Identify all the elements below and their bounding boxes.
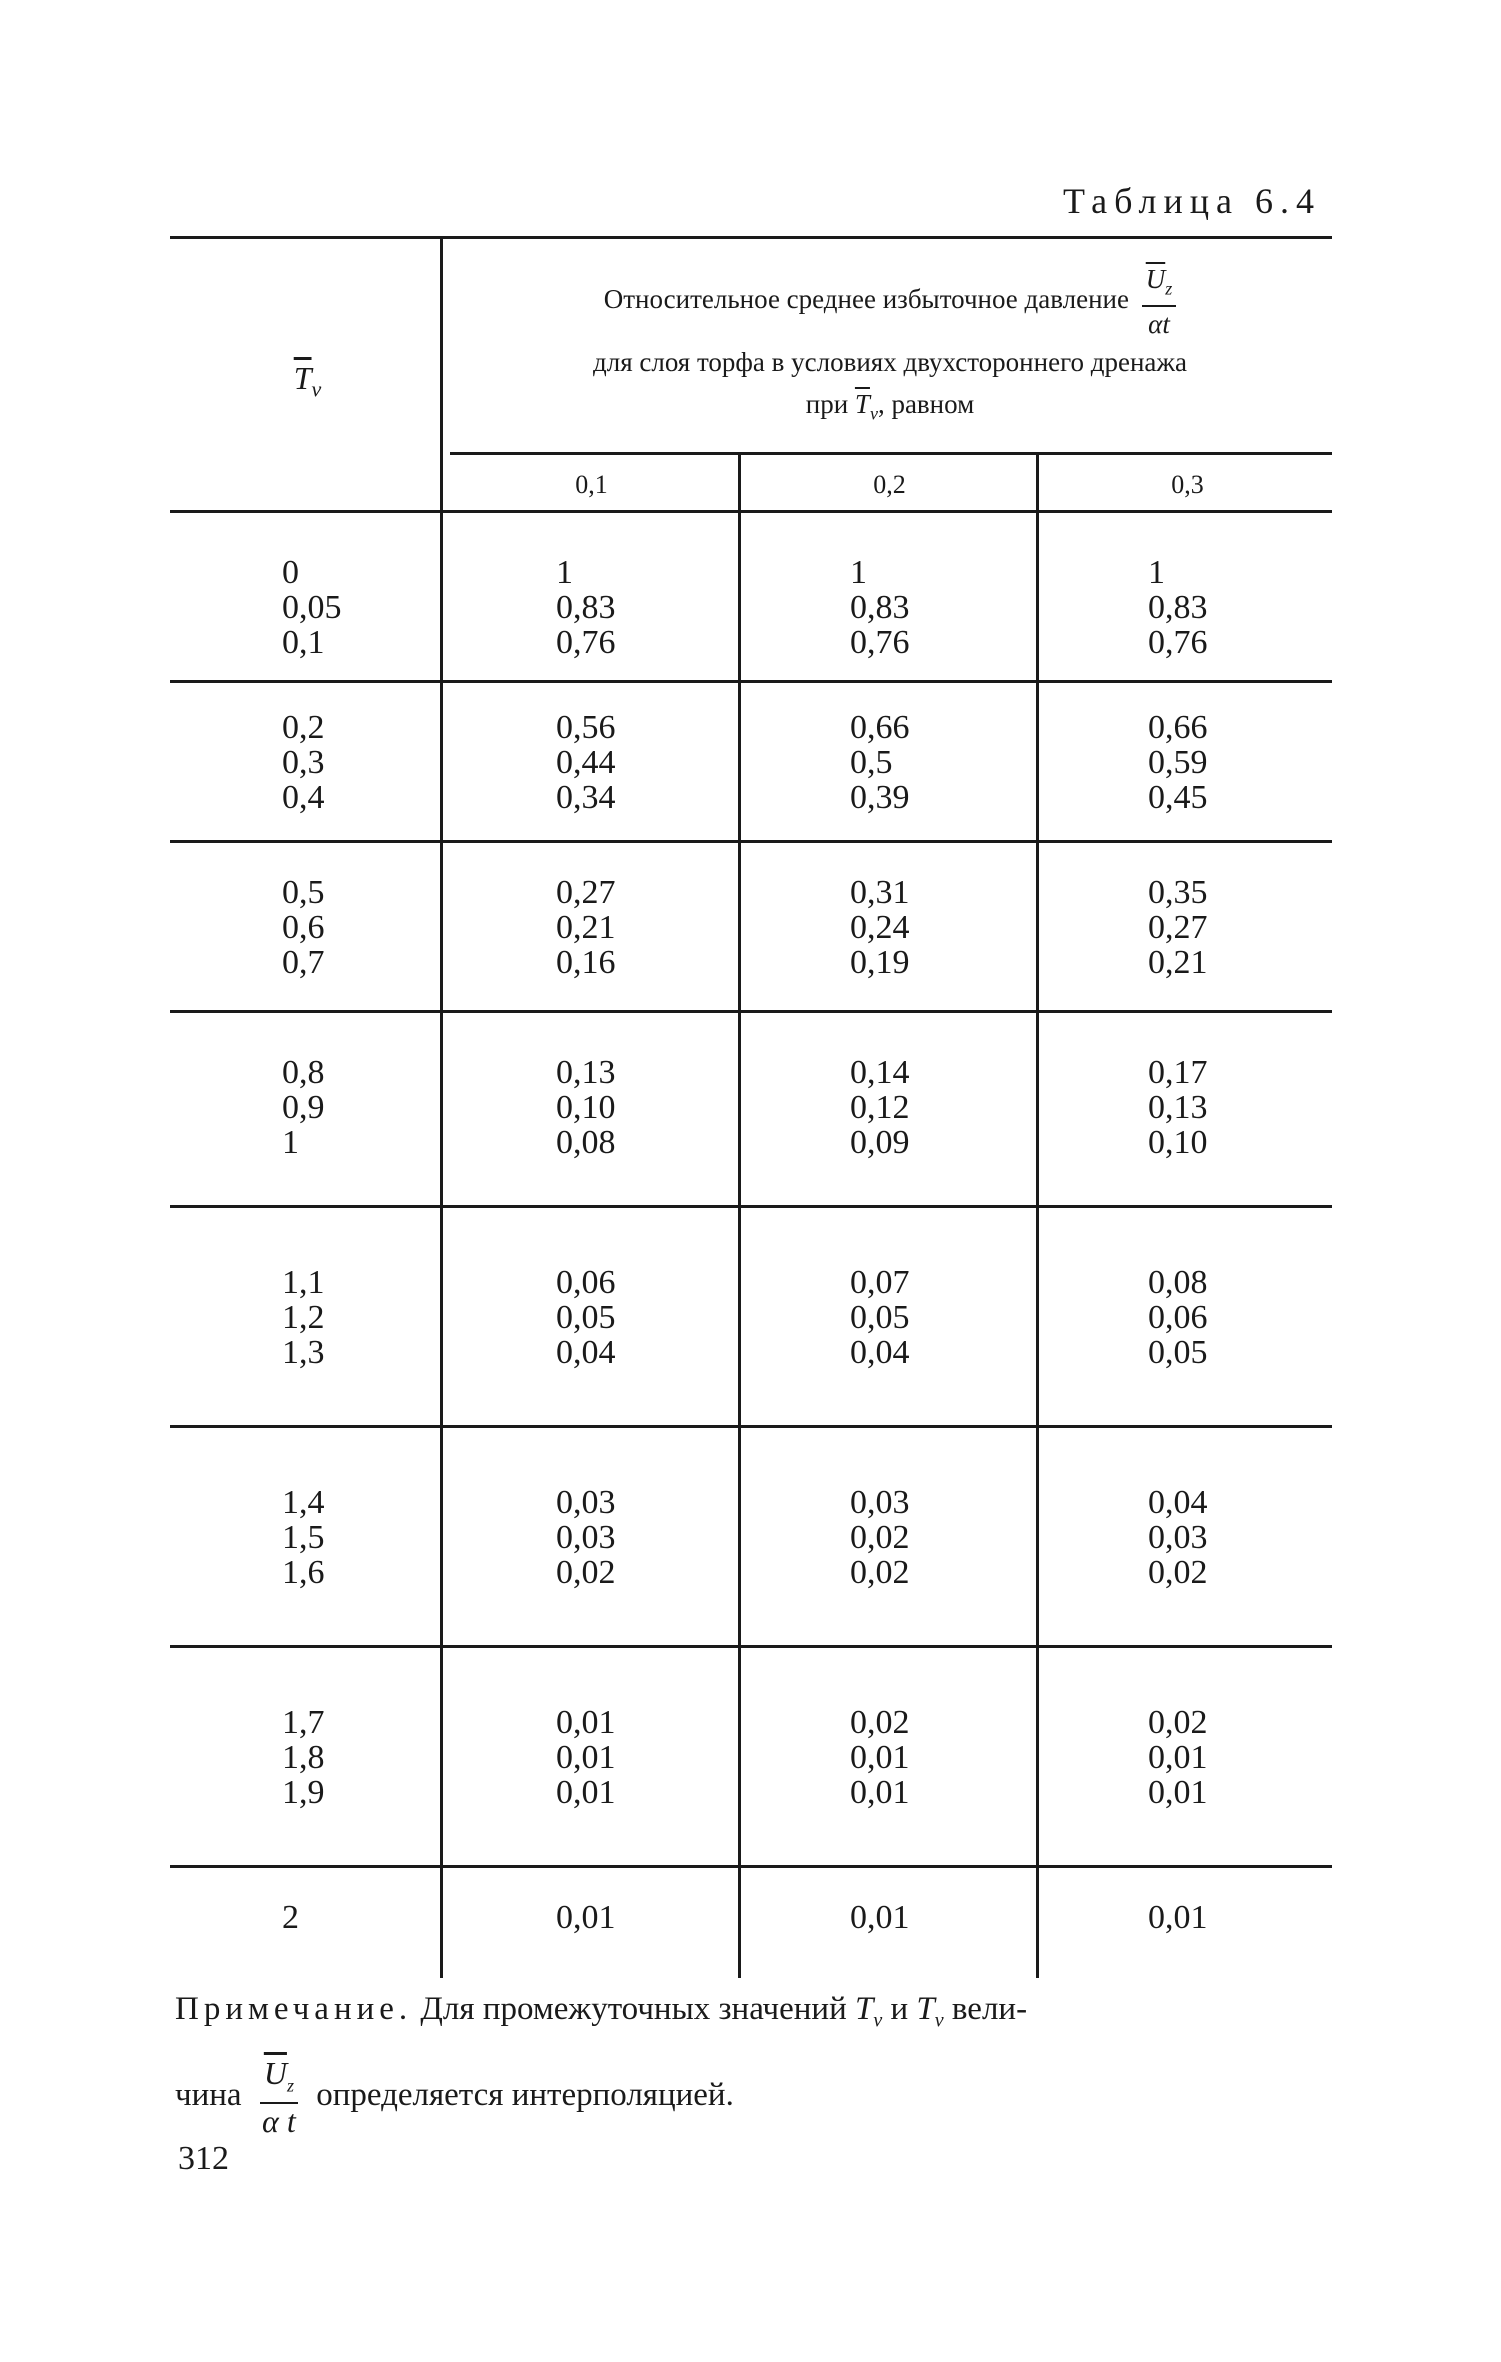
pressure-value-cell — [556, 1900, 616, 1935]
tv-value-cell — [282, 710, 325, 815]
tv-value-cell — [282, 1485, 325, 1590]
table-value: 0,3 — [282, 744, 325, 781]
main-header-line1: Относительное среднее избыточное давление — [603, 283, 1129, 314]
table-value: 0,13 — [1148, 1089, 1208, 1126]
table-value: 0,01 — [850, 1899, 910, 1936]
pressure-value-cell — [850, 1705, 910, 1810]
table-value: 0,14 — [850, 1054, 910, 1091]
group-rule-3 — [170, 1010, 1332, 1013]
row-header-tv — [175, 360, 440, 402]
group-rule-2 — [170, 840, 1332, 843]
table-value: 0,01 — [556, 1774, 616, 1811]
table-value: 0,5 — [282, 874, 325, 911]
table-value: 0,01 — [1148, 1774, 1208, 1811]
main-header-symbol: $\overline{T}$ — [854, 389, 870, 420]
table-value: 0,01 — [1148, 1899, 1208, 1936]
table-value: 0,03 — [556, 1519, 616, 1556]
table-value: 0,34 — [556, 779, 616, 816]
pressure-fraction — [1142, 262, 1177, 341]
column-rule-1 — [440, 238, 443, 1978]
tv-value-cell — [282, 875, 325, 980]
group-rule-6 — [170, 1645, 1332, 1648]
table-value: 0,01 — [556, 1704, 616, 1741]
table-value: 0,02 — [556, 1554, 616, 1591]
table-value: 0,03 — [556, 1484, 616, 1521]
pressure-value-cell — [850, 1265, 910, 1370]
table-value: 0,06 — [556, 1264, 616, 1301]
header-divider-rule — [450, 452, 1332, 455]
table-value: 0,76 — [1148, 624, 1208, 661]
table-value: 0,10 — [556, 1089, 616, 1126]
table-value: 0,02 — [1148, 1554, 1208, 1591]
table-value: 0,83 — [1148, 589, 1208, 626]
table-value: 0,02 — [850, 1704, 910, 1741]
pressure-value-cell — [556, 1705, 616, 1810]
table-value: 1 — [282, 1124, 299, 1161]
table-value: 0,44 — [556, 744, 616, 781]
table-value: 0,76 — [556, 624, 616, 661]
table-value: 0,02 — [1148, 1704, 1208, 1741]
table-value: 1 — [556, 554, 573, 591]
table-value: 0,83 — [556, 589, 616, 626]
pressure-value-cell — [556, 710, 616, 815]
table-value: 0,39 — [850, 779, 910, 816]
table-value: 0,16 — [556, 944, 616, 981]
table-value: 0,13 — [556, 1054, 616, 1091]
table-value: 0,5 — [850, 744, 893, 781]
table-value: 1,7 — [282, 1704, 325, 1741]
row-header-subscript: v — [311, 376, 322, 402]
main-header-line3: при $\overline{T}_v$, равном — [805, 389, 975, 424]
table-value: 1,4 — [282, 1484, 325, 1521]
table-value: 1,5 — [282, 1519, 325, 1556]
table-value: 0,05 — [1148, 1334, 1208, 1371]
table-value: 0,7 — [282, 944, 325, 981]
table-value: 0,31 — [850, 874, 910, 911]
table-value: 0,9 — [282, 1089, 325, 1126]
header-bottom-rule — [170, 510, 1332, 513]
table-value: 0 — [282, 554, 299, 591]
fraction-denominator: αt — [1148, 309, 1170, 340]
group-rule-4 — [170, 1205, 1332, 1208]
table-value: 0,05 — [556, 1299, 616, 1336]
note-label: Примечание. — [175, 1991, 413, 2027]
fraction-numerator: $\overline{U}$ — [1145, 264, 1166, 294]
table-value: 0,09 — [850, 1124, 910, 1161]
pressure-value-cell — [1148, 710, 1208, 815]
table-value: 0,8 — [282, 1054, 325, 1091]
pressure-value-cell — [850, 1055, 910, 1160]
tv-value-cell — [282, 1265, 325, 1370]
table-value: 0,07 — [850, 1264, 910, 1301]
note-fraction: $\frac{\overline{U}_z}{\text{α t}}$ — [260, 2056, 298, 2138]
row-header-symbol: $\overline{T}$ — [293, 360, 312, 396]
table-value: 0,76 — [850, 624, 910, 661]
pressure-value-cell — [850, 875, 910, 980]
pressure-value-cell — [1148, 555, 1208, 660]
group-rule-7 — [170, 1865, 1332, 1868]
pressure-value-cell — [850, 1485, 910, 1590]
table-value: 0,66 — [1148, 709, 1208, 746]
pressure-value-cell — [1148, 1265, 1208, 1370]
pressure-value-cell — [1148, 1485, 1208, 1590]
column-rule-2 — [738, 455, 741, 1978]
table-value: 1,6 — [282, 1554, 325, 1591]
column-header-3: 0,3 — [1171, 470, 1204, 499]
table-value: 1,2 — [282, 1299, 325, 1336]
table-value: 0,66 — [850, 709, 910, 746]
table-value: 0,56 — [556, 709, 616, 746]
pressure-value-cell — [850, 710, 910, 815]
table-value: 0,17 — [1148, 1054, 1208, 1091]
pressure-value-cell — [556, 1265, 616, 1370]
table-value: 0,01 — [556, 1739, 616, 1776]
table-value: 0,6 — [282, 909, 325, 946]
table-value: 0,08 — [556, 1124, 616, 1161]
page-number: 312 — [178, 2140, 229, 2177]
table-value: 0,4 — [282, 779, 325, 816]
table-value: 0,59 — [1148, 744, 1208, 781]
table-value: 0,08 — [1148, 1264, 1208, 1301]
table-value: 1,3 — [282, 1334, 325, 1371]
pressure-value-cell — [1148, 1705, 1208, 1810]
table-value: 0,03 — [850, 1484, 910, 1521]
table-value: 0,04 — [1148, 1484, 1208, 1521]
pressure-value-cell — [556, 875, 616, 980]
table-value: 0,45 — [1148, 779, 1208, 816]
table-value: 0,03 — [1148, 1519, 1208, 1556]
table-value: 0,10 — [1148, 1124, 1208, 1161]
table-value: 0,1 — [282, 624, 325, 661]
pressure-value-cell — [556, 1055, 616, 1160]
table-top-rule — [170, 236, 1332, 239]
tv-value-cell — [282, 1900, 299, 1935]
table-value: 0,01 — [850, 1739, 910, 1776]
pressure-value-cell — [556, 555, 616, 660]
table-value: 0,01 — [556, 1899, 616, 1936]
group-rule-1 — [170, 680, 1332, 683]
table-value: 1,9 — [282, 1774, 325, 1811]
table-value: 0,05 — [282, 589, 342, 626]
table-value: 0,01 — [1148, 1739, 1208, 1776]
table-value: 0,21 — [1148, 944, 1208, 981]
group-rule-5 — [170, 1425, 1332, 1428]
pressure-value-cell — [1148, 875, 1208, 980]
table-value: 0,05 — [850, 1299, 910, 1336]
table-value: 0,04 — [850, 1334, 910, 1371]
table-value: 1 — [850, 554, 867, 591]
note-line2: чина $\frac{\overline{U}_z}{\text{α t}}$ определяется интерполяцией. — [175, 2054, 734, 2139]
pressure-value-cell — [1148, 1055, 1208, 1160]
table-value: 0,83 — [850, 589, 910, 626]
table-value: 0,19 — [850, 944, 910, 981]
table-value: 1,1 — [282, 1264, 325, 1301]
table-value: 0,35 — [1148, 874, 1208, 911]
pressure-value-cell — [850, 1900, 910, 1935]
main-header — [450, 262, 1330, 435]
pressure-value-cell — [1148, 1900, 1208, 1935]
table-note — [175, 1980, 1335, 2138]
tv-value-cell — [282, 1055, 325, 1160]
table-value: 0,27 — [556, 874, 616, 911]
tv-value-cell — [282, 1705, 325, 1810]
pressure-value-cell — [556, 1485, 616, 1590]
table-value: 0,2 — [282, 709, 325, 746]
table-value: 0,27 — [1148, 909, 1208, 946]
table-value: 1,8 — [282, 1739, 325, 1776]
note-line1: Примечание. Для промежуточных значений $T_v$ и $T_v$ вели- — [175, 1991, 1028, 2032]
tv-value-cell — [282, 555, 342, 660]
table-value: 0,01 — [850, 1774, 910, 1811]
table-value: 0,04 — [556, 1334, 616, 1371]
table-value: 0,21 — [556, 909, 616, 946]
main-header-line2: для слоя торфа в условиях двухстороннего дренажа — [592, 347, 1188, 378]
fraction-numerator-sub: z — [1165, 278, 1173, 299]
column-rule-3 — [1036, 455, 1039, 1978]
column-header-2: 0,2 — [873, 470, 906, 499]
table-value: 0,02 — [850, 1554, 910, 1591]
column-header-1: 0,1 — [575, 470, 608, 499]
table-value: 2 — [282, 1899, 299, 1936]
table-value: 0,12 — [850, 1089, 910, 1126]
table-value: 0,24 — [850, 909, 910, 946]
table-value: 1 — [1148, 554, 1165, 591]
pressure-value-cell — [850, 555, 910, 660]
table-caption: Таблица 6.4 — [1063, 181, 1321, 221]
table-value: 0,06 — [1148, 1299, 1208, 1336]
table-value: 0,02 — [850, 1519, 910, 1556]
